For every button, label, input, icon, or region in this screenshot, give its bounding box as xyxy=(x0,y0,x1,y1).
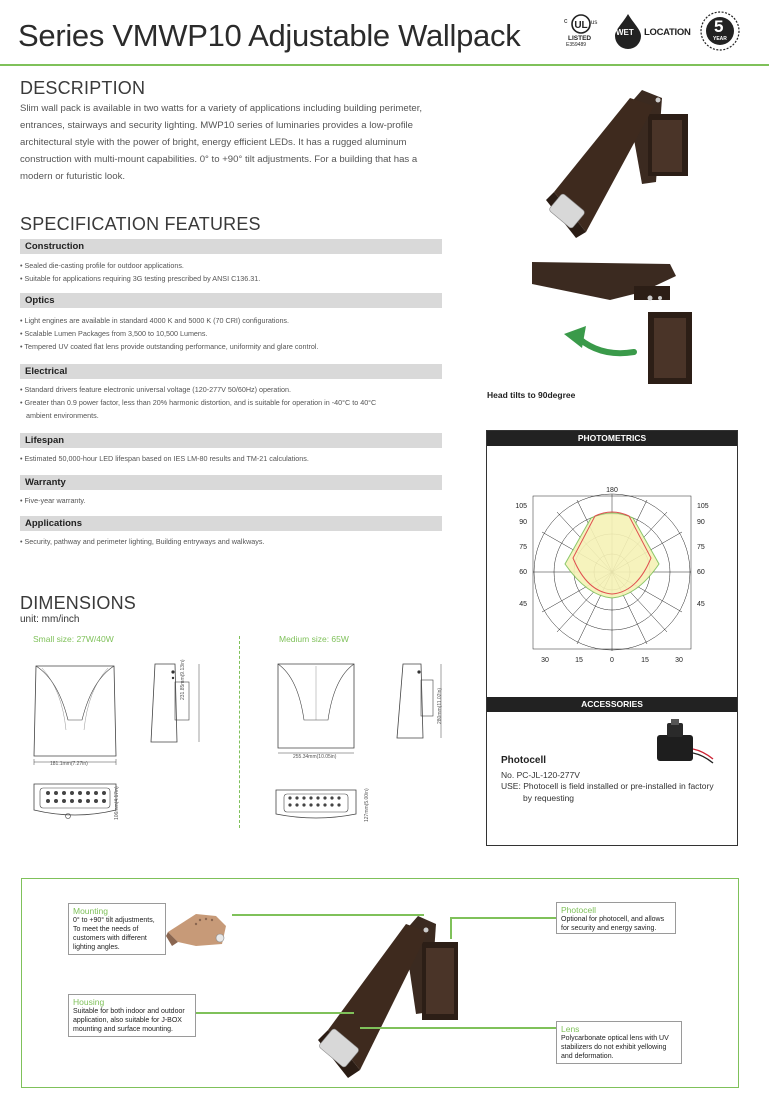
small-width-dim: 181.1mm(7.27in) xyxy=(50,761,88,767)
photocell-text-line: for security and energy saving. xyxy=(561,925,657,932)
spec-bullets-construction xyxy=(20,259,450,285)
spec-bullet: ambient environments. xyxy=(26,411,99,420)
spec-heading: SPECIFICATION FEATURES xyxy=(20,214,261,234)
medium-bottom-drawing xyxy=(272,784,360,824)
spec-bullet: • Estimated 50,000-hour LED lifespan based on IES LM-80 results and TM-21 calculations. xyxy=(20,454,309,463)
product-photo-feature xyxy=(300,902,480,1082)
dimensions-heading: DIMENSIONS xyxy=(20,593,137,613)
mounting-callout xyxy=(68,903,166,955)
medium-depth-dim: 127mm(5.00in) xyxy=(364,788,370,822)
housing-text-line: Suitable for both indoor and outdoor xyxy=(73,1008,185,1015)
wet-badge-text: WET xyxy=(616,28,634,37)
medium-size-label: Medium size: 65W xyxy=(279,634,349,644)
product-photo-main xyxy=(530,84,700,244)
accessories-header: ACCESSORIES xyxy=(487,697,737,712)
lens-title: Lens xyxy=(561,1024,580,1034)
pm-right-label: 45 xyxy=(697,601,705,608)
housing-leader xyxy=(196,1012,354,1014)
mounting-text-line: To meet the needs of xyxy=(73,926,139,933)
spec-bullet: • Tempered UV coated flat lens provide outstanding performance, uniformity and glare control. xyxy=(20,342,319,351)
accessory-name: Photocell xyxy=(501,755,547,766)
spec-bullets-lifespan xyxy=(20,452,450,465)
spec-bullet: • Sealed die-casting profile for outdoor applications. xyxy=(20,261,184,270)
mounting-bracket-image xyxy=(166,906,232,950)
medium-height-dim: 280mm(11.02in) xyxy=(437,687,443,724)
spec-bullets-applications xyxy=(20,535,450,548)
spec-bar-optics: Optics xyxy=(20,293,442,308)
spec-bar-construction: Construction xyxy=(20,239,442,254)
mounting-title: Mounting xyxy=(73,906,108,916)
spec-bullet: • Light engines are available in standard 4000 K and 5000 K (70 CRI) configurations. xyxy=(20,316,290,325)
photocell-callout xyxy=(556,902,676,934)
page-title: Series VMWP10 Adjustable Wallpack xyxy=(18,18,521,53)
small-height-dim: 231.85mm(9.13in) xyxy=(180,659,186,700)
description-text: Slim wall pack is available in two watts for a variety of applications including building perimeter, entrances, stairways and security lighting. MWP10 series of luminaries provides a low-profile architectural style with the power of bright, energy efficient LEDs. It has a rugged aluminum construction with multi-mount capabilities. 0° to +90° tilt adjustments. For a building that has a modern or futuristic look. xyxy=(20,103,423,182)
pm-bottom-label: 30 xyxy=(675,657,683,664)
small-size-label: Small size: 27W/40W xyxy=(33,634,114,644)
pm-left-label: 45 xyxy=(519,601,527,608)
mounting-text-line: customers with different xyxy=(73,935,147,942)
lens-callout xyxy=(556,1021,682,1064)
spec-bar-electrical: Electrical xyxy=(20,364,442,379)
description-heading: DESCRIPTION xyxy=(20,78,146,98)
accessory-use-cont: by requesting xyxy=(523,793,575,803)
housing-text-line: application, also suitable for J-BOX xyxy=(73,1017,182,1024)
housing-callout xyxy=(68,994,196,1037)
pm-right-label: 105 xyxy=(697,503,709,510)
ul-listed-text: LISTED xyxy=(568,35,592,42)
ul-c-text: c xyxy=(564,18,568,25)
medium-front-drawing xyxy=(274,660,358,760)
spec-bar-lifespan: Lifespan xyxy=(20,433,442,448)
photometric-polar-chart xyxy=(487,446,737,701)
svg-text:UL: UL xyxy=(574,20,588,31)
pm-bottom-label: 0 xyxy=(610,657,614,664)
small-front-drawing xyxy=(28,660,122,770)
photocell-text-line: Optional for photocell, and allows xyxy=(561,916,665,923)
accessory-use: USE: Photocell is field installed or pre-installed in factory xyxy=(501,781,714,791)
pm-right-label: 60 xyxy=(697,569,705,576)
product-photo-tilt xyxy=(530,256,700,396)
small-side-drawing xyxy=(145,662,207,746)
mounting-leader xyxy=(232,914,424,916)
photocell-title: Photocell xyxy=(561,905,596,915)
medium-width-dim: 255.34mm(10.05in) xyxy=(293,754,337,760)
photocell-leader-vertical xyxy=(450,917,452,939)
pm-right-label: 75 xyxy=(697,544,705,551)
spec-bullet: • Standard drivers feature electronic universal voltage (120-277V 50/60Hz) operation. xyxy=(20,385,292,394)
pm-left-label: 60 xyxy=(519,569,527,576)
mounting-text-line: 0° to +90° tilt adjustments, xyxy=(73,917,155,924)
photocell-icon xyxy=(651,719,715,769)
wet-location-text: LOCATION xyxy=(644,27,691,38)
accessory-model: No. PC-JL-120-277V xyxy=(501,770,580,780)
ul-number-text: E359489 xyxy=(566,42,587,48)
mounting-text-line: lighting angles. xyxy=(73,944,120,951)
spec-bullets-warranty xyxy=(20,494,450,507)
spec-bullet: • Scalable Lumen Packages from 3,500 to 10,500 Lumens. xyxy=(20,329,208,338)
tilt-caption: Head tilts to 90degree xyxy=(487,390,576,400)
small-depth-dim: 106mm(4.17in) xyxy=(114,786,120,820)
photometrics-header: PHOTOMETRICS xyxy=(487,431,737,446)
pm-bottom-label: 15 xyxy=(641,657,649,664)
pm-left-label: 75 xyxy=(519,544,527,551)
spec-bar-applications: Applications xyxy=(20,516,442,531)
spec-bar-warranty: Warranty xyxy=(20,475,442,490)
pm-bottom-label: 15 xyxy=(575,657,583,664)
pm-right-label: 90 xyxy=(697,519,705,526)
ul-us-text: us xyxy=(591,20,598,26)
photocell-leader xyxy=(450,917,556,919)
spec-bullet: • Security, pathway and perimeter lighting, Building entryways and walkways. xyxy=(20,537,265,546)
dimensions-divider xyxy=(239,636,240,828)
small-bottom-drawing xyxy=(28,778,122,822)
lens-leader xyxy=(360,1027,556,1029)
spec-bullet: • Suitable for applications requiring 3G testing prescribed by ANSI C136.31. xyxy=(20,274,261,283)
pm-bottom-label: 30 xyxy=(541,657,549,664)
pm-top-label: 180 xyxy=(606,487,618,494)
warranty-number: 5 xyxy=(714,17,724,36)
spec-bullet: • Five-year warranty. xyxy=(20,496,86,505)
spec-bullets-optics xyxy=(20,314,450,353)
housing-title: Housing xyxy=(73,997,105,1007)
five-year-warranty-badge xyxy=(700,10,740,52)
lens-text-line: stabilizers do not exhibit yellowing xyxy=(561,1044,667,1051)
spec-bullet: • Greater than 0.9 power factor, less than 20% harmonic distortion, and is suitable for operation in -40°C to 40°C xyxy=(20,398,377,407)
pm-left-label: 90 xyxy=(519,519,527,526)
pm-left-label: 105 xyxy=(515,503,527,510)
housing-text-line: mounting and surface mounting. xyxy=(73,1026,174,1033)
ul-listed-badge xyxy=(560,10,602,52)
wet-location-badge xyxy=(613,10,689,52)
right-panel xyxy=(486,430,738,846)
warranty-year-text: YEAR xyxy=(713,36,727,42)
title-divider xyxy=(0,64,769,66)
lens-text-line: and deformation. xyxy=(561,1053,614,1060)
spec-bullets-electrical xyxy=(20,383,450,422)
dimensions-unit: unit: mm/inch xyxy=(20,614,80,625)
lens-text-line: Polycarbonate optical lens with UV xyxy=(561,1035,669,1042)
